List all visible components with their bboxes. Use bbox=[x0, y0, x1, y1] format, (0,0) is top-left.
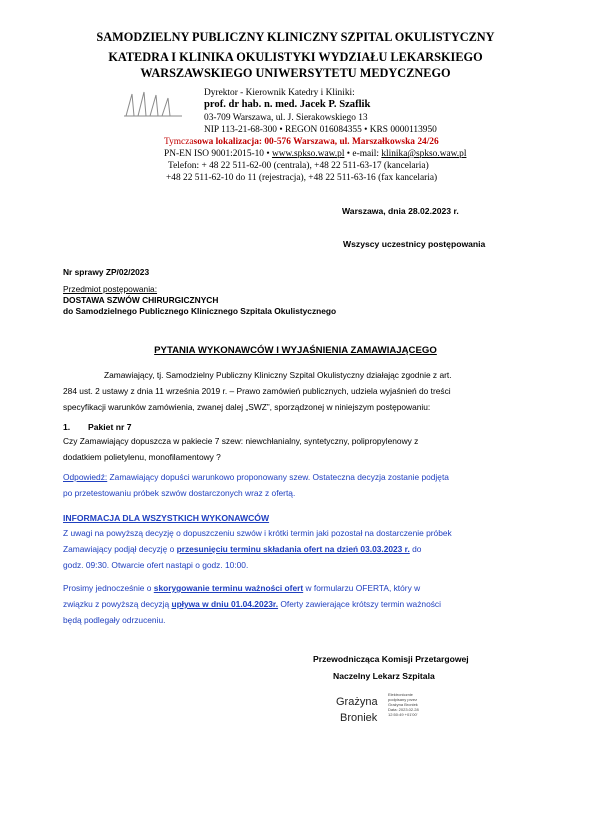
recipients: Wszyscy uczestnicy postępowania bbox=[343, 239, 486, 249]
info-line-2 bbox=[63, 544, 421, 554]
temporary-location bbox=[164, 137, 439, 147]
intro-line-2: 284 ust. 2 ustawy z dnia 11 września 2019 r. – Prawo zamówień publicznych, udziela wyjaśnień do treści bbox=[63, 386, 451, 396]
department-name-line1: KATEDRA I KLINIKA OKULISTYKI WYDZIAŁU LEKARSKIEGO bbox=[108, 50, 483, 64]
info2-line-2-suffix: Oferty zawierające krótszy termin ważności bbox=[278, 599, 441, 609]
signature-details bbox=[388, 692, 448, 717]
director-name: prof. dr hab. n. med. Jacek P. Szaflik bbox=[204, 99, 371, 110]
temporary-location-address: sowa lokalizacja: 00-576 Warszawa, ul. Marszałkowska 24/26 bbox=[193, 137, 439, 147]
registration-numbers: NIP 113-21-68-300 • REGON 016084355 • KRS 0000113950 bbox=[204, 125, 437, 135]
logo-stroke-3 bbox=[150, 95, 158, 116]
question-line-1: Czy Zamawiający dopuszcza w pakiecie 7 szew: niewchłanialny, syntetyczny, polipropylenowy z bbox=[63, 436, 419, 446]
intro-line-3: specyfikacji warunków zamówienia, zwanej dalej „SWZ”, sporządzonej w niniejszym postępowaniu: bbox=[63, 402, 431, 412]
phone-line-1: Telefon: + 48 22 511-62-00 (centrala), +48 22 511-63-17 (kancelaria) bbox=[168, 161, 429, 171]
answer-text-1: Zamawiający dopuści warunkowo proponowany szew. Ostateczna decyzja zostanie podjęta bbox=[107, 472, 449, 482]
item-title: Pakiet nr 7 bbox=[88, 422, 132, 432]
phone-line-2: +48 22 511-62-10 do 11 (rejestracja), +48 22 511-63-16 (fax kancelaria) bbox=[166, 173, 438, 183]
document-heading: PYTANIA WYKONAWCÓW I WYJAŚNIENIA ZAMAWIAJĄCEGO bbox=[154, 345, 437, 356]
logo-stroke-1 bbox=[126, 94, 134, 116]
signature-title-2: Naczelny Lekarz Szpitala bbox=[333, 671, 435, 681]
signature-detail-4: Data: 2023.02.28 bbox=[388, 707, 419, 712]
signer-last-name: Broniek bbox=[340, 712, 378, 724]
answer-line-1 bbox=[63, 472, 449, 482]
answer-label: Odpowiedź: bbox=[63, 472, 108, 482]
electronic-signature bbox=[336, 692, 448, 734]
signature-title-1: Przewodnicząca Komisji Przetargowej bbox=[313, 654, 469, 664]
signature-detail-2: podpisany przez bbox=[388, 697, 418, 702]
email-label: • e-mail: bbox=[344, 149, 382, 159]
offer-validity-date: upływa w dniu 01.04.2023r. bbox=[171, 599, 279, 609]
question-line-2: dodatkiem polietylenu, monofilamentowy ? bbox=[63, 452, 221, 462]
info-line-2-prefix: Zamawiający podjął decyzję o bbox=[63, 544, 177, 554]
info2-line-1-prefix: Prosimy jednocześnie o bbox=[63, 583, 154, 593]
signer-first-name: Grażyna bbox=[336, 696, 378, 708]
signature-detail-5: 12:50:49 +01'00' bbox=[388, 712, 418, 717]
info2-line-2 bbox=[63, 599, 441, 609]
date-line: Warszawa, dnia 28.02.2023 r. bbox=[342, 206, 459, 216]
hospital-logo bbox=[124, 90, 182, 118]
hospital-name: SAMODZIELNY PUBLICZNY KLINICZNY SZPITAL OKULISTYCZNY bbox=[96, 30, 495, 44]
offer-validity-correction: skorygowanie terminu ważności ofert bbox=[153, 583, 304, 593]
info2-line-2-prefix: związku z powyższą decyzją bbox=[63, 599, 172, 609]
signature-detail-3: Grażyna Broniek bbox=[388, 702, 418, 707]
address: 03-709 Warszawa, ul. J. Sierakowskiego 13 bbox=[204, 113, 368, 123]
info2-line-1-suffix: w formularzu OFERTA, który w bbox=[303, 583, 421, 593]
answer-line-2: po przetestowaniu próbek szwów dostarczonych wraz z ofertą. bbox=[63, 488, 296, 498]
info-heading: INFORMACJA DLA WSZYSTKICH WYKONAWCÓW bbox=[63, 513, 270, 523]
info-line-1: Z uwagi na powyższą decyzję o dopuszczeniu szwów i krótki termin jaki pozostał na dostarczenie próbek bbox=[63, 528, 452, 538]
contact-line bbox=[164, 149, 466, 159]
subject-line-2: do Samodzielnego Publicznego Klinicznego Szpitala Okulistycznego bbox=[63, 306, 337, 316]
intro-line-1: Zamawiający, tj. Samodzielny Publiczny Kliniczny Szpital Okulistyczny działając zgodnie z art. bbox=[104, 370, 452, 380]
info2-line-1 bbox=[63, 583, 420, 593]
info-line-2-suffix: do bbox=[409, 544, 422, 554]
info-line-3: godz. 09:30. Otwarcie ofert nastąpi o godz. 10:00. bbox=[63, 560, 249, 570]
email-link[interactable]: klinika@spkso.waw.pl bbox=[381, 149, 467, 159]
item-number: 1. bbox=[63, 422, 71, 432]
deadline-extension: przesunięciu terminu składania ofert na dzień 03.03.2023 r. bbox=[176, 544, 410, 554]
temporary-location-prefix: Tymcza bbox=[164, 137, 194, 147]
subject-label: Przedmiot postępowania: bbox=[63, 284, 158, 294]
director-label: Dyrektor - Kierownik Katedry i Kliniki: bbox=[204, 88, 355, 98]
website-link[interactable]: www.spkso.waw.pl bbox=[271, 149, 345, 159]
logo-stroke-4 bbox=[162, 98, 170, 116]
iso-cert: PN-EN ISO 9001:2015-10 • bbox=[164, 149, 272, 159]
subject-line-1: DOSTAWA SZWÓW CHIRURGICZNYCH bbox=[63, 295, 219, 305]
signature-detail-1: Elektronicznie bbox=[388, 692, 413, 697]
department-name-line2: WARSZAWSKIEGO UNIWERSYTETU MEDYCZNEGO bbox=[140, 66, 451, 80]
case-number: Nr sprawy ZP/02/2023 bbox=[63, 267, 150, 277]
info2-line-3: będą podlegały odrzuceniu. bbox=[63, 615, 166, 625]
logo-stroke-2 bbox=[138, 92, 146, 116]
